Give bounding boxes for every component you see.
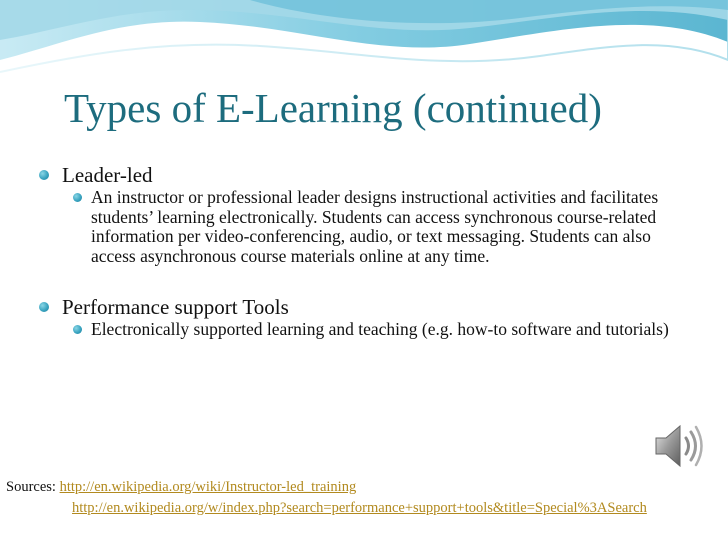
sub-bullet-leader-led (22, 188, 702, 266)
sub-bullet-text: An instructor or professional leader designs instructional activities and facilitates students’ learning electronically. Students can access synchronous course-related information per video-conferencing, audio, or text messaging. Students can also access asynchronous course materials online at any time. (91, 187, 659, 266)
source-link-instructor-led[interactable]: http://en.wikipedia.org/wiki/Instructor-led_training (59, 479, 357, 495)
sources-line-2 (6, 498, 721, 519)
bullet-leader-led (22, 162, 702, 188)
speaker-icon[interactable] (652, 420, 704, 472)
bullet-performance-support (22, 294, 702, 320)
slide-content (22, 162, 702, 340)
bullet-icon (73, 193, 82, 202)
sub-bullet-text: Electronically supported learning and teaching (e.g. how-to software and tutorials) (91, 319, 669, 339)
sources-line-1 (6, 477, 721, 498)
decorative-waves (0, 0, 728, 90)
sources-label: Sources: (6, 479, 56, 495)
sources (6, 477, 721, 519)
source-link-performance-support[interactable]: http://en.wikipedia.org/w/index.php?search=performance+support+tools&title=Special%3ASearch (72, 500, 647, 516)
sub-bullet-performance-support (22, 320, 702, 340)
bullet-icon (39, 302, 49, 312)
bullet-heading: Performance support Tools (62, 295, 289, 319)
bullet-heading: Leader-led (62, 163, 153, 187)
bullet-icon (73, 325, 82, 334)
slide-title: Types of E-Learning (continued) (64, 85, 602, 131)
bullet-icon (39, 170, 49, 180)
